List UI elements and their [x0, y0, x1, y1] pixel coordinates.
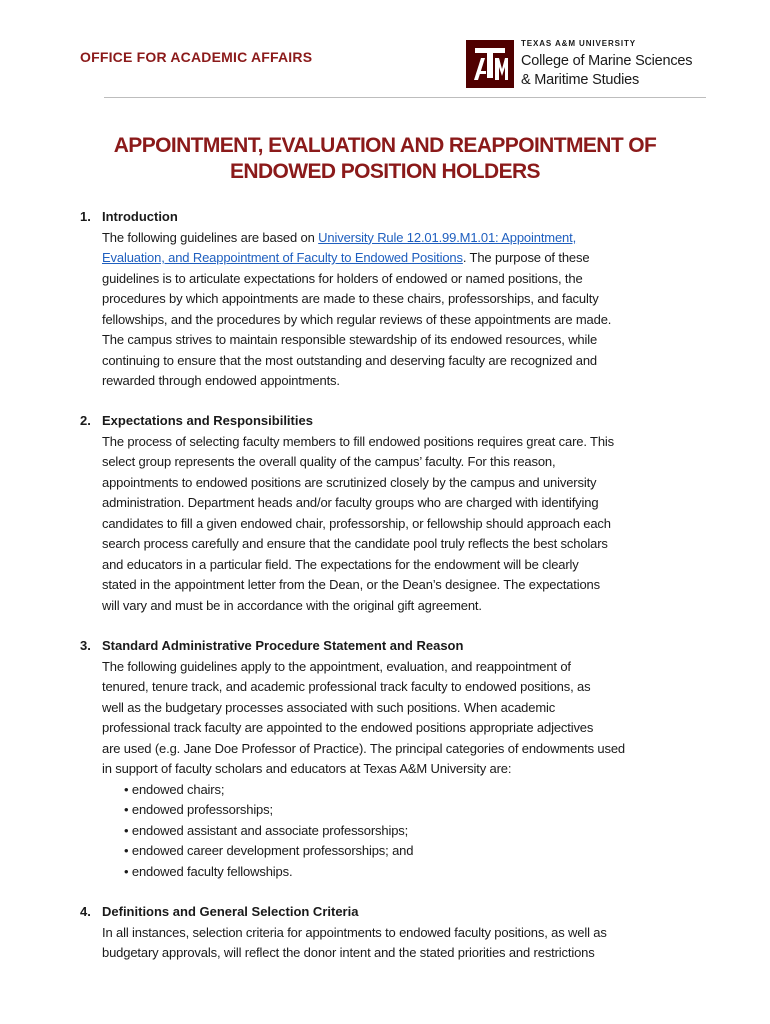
body-line: administration. Department heads and/or faculty groups who are charged with identifying: [102, 495, 599, 510]
body-line: well as the budgetary processes associated with such positions. When academic: [102, 699, 556, 715]
body-line: stated in the appointment letter from the Dean, or the Dean’s designee. The expectations: [102, 577, 600, 592]
section-heading: [80, 207, 700, 228]
body-line: The campus strives to maintain responsible stewardship of its endowed resources, while: [102, 332, 598, 347]
university-rule-link[interactable]: University Rule 12.01.99.M1.01: Appointment,: [318, 229, 577, 245]
section-body: [102, 432, 698, 617]
section-introduction: [80, 207, 700, 392]
office-title: OFFICE FOR ACADEMIC AFFAIRS: [80, 49, 313, 65]
body-line: [102, 248, 698, 269]
university-logo: [466, 39, 706, 91]
section-title: Standard Administrative Procedure Statement and Reason: [102, 638, 464, 653]
college-name-line1: College of Marine Sciences: [521, 53, 693, 69]
section-title: Introduction: [102, 209, 178, 224]
body-line: fellowships, and the procedures by which regular reviews of these appointments are made.: [102, 311, 612, 327]
section-expectations: [80, 411, 700, 616]
body-line: In all instances, selection criteria for appointments to endowed faculty positions, as well as: [102, 924, 607, 940]
university-rule-link-cont[interactable]: Evaluation, and Reappointment of Faculty to Endowed Positions: [102, 250, 463, 265]
list-item: • endowed career development professorships; and: [124, 843, 414, 858]
body-line: are used (e.g. Jane Doe Professor of Practice). The principal categories of endowments used: [102, 740, 626, 756]
body-text: . The purpose of these: [462, 250, 590, 265]
section-title: Expectations and Responsibilities: [102, 413, 313, 428]
list-item: • endowed chairs;: [124, 781, 225, 797]
section-heading: [80, 411, 700, 432]
document-title-line2: ENDOWED POSITION HOLDERS: [230, 160, 540, 183]
section-number: 4.: [80, 904, 91, 919]
college-name-line2: & Maritime Studies: [521, 72, 640, 88]
body-line: The process of selecting faculty members to fill endowed positions requires great care. This: [102, 433, 614, 449]
section-body: [102, 923, 698, 964]
list-item: • endowed faculty fellowships.: [124, 863, 293, 879]
body-line: rewarded through endowed appointments.: [102, 373, 340, 388]
body-line: search process carefully and ensure that the candidate pool truly reflects the best scholars: [102, 536, 608, 551]
section-number: 2.: [80, 413, 91, 428]
body-line: [102, 228, 698, 249]
document-title-line1: APPOINTMENT, EVALUATION AND REAPPOINTMENT OF: [113, 134, 657, 157]
section-number: 1.: [80, 209, 91, 224]
section-number: 3.: [80, 638, 91, 653]
body-line: guidelines is to articulate expectations for holders of endowed or named positions, the: [102, 270, 583, 286]
body-line: procedures by which appointments are made to these chairs, professorships, and faculty: [102, 291, 599, 306]
section-body: [102, 228, 698, 392]
section-heading: [80, 902, 700, 923]
body-line: appointments to endowed positions are scrutinized closely by the campus and university: [102, 474, 597, 490]
body-line: The following guidelines apply to the appointment, evaluation, and reappointment of: [102, 658, 571, 674]
section-body: [102, 657, 698, 883]
section-definitions: [80, 902, 700, 964]
header-divider: [104, 97, 706, 98]
body-line: continuing to ensure that the most outstanding and deserving faculty are recognized and: [102, 352, 598, 368]
atm-logo-icon: [466, 40, 514, 88]
body-line: and educators in a particular field. The expectations for the endowment will be clearly: [102, 556, 579, 572]
body-line: candidates to fill a given endowed chair, professorship, or fellowship should approach each: [102, 515, 611, 531]
body-line: will vary and must be in accordance with the original gift agreement.: [102, 597, 482, 613]
section-title: Definitions and General Selection Criteria: [102, 904, 359, 919]
list-item: • endowed professorships;: [124, 802, 273, 817]
document-title: [80, 133, 690, 185]
section-heading: [80, 636, 700, 657]
body-line: in support of faculty scholars and educators at Texas A&M University are:: [102, 761, 512, 776]
section-standard-procedure: [80, 636, 700, 882]
body-line: tenured, tenure track, and academic professional track faculty to endowed positions, as: [102, 679, 591, 694]
body-text: The following guidelines are based on: [102, 229, 319, 245]
body-line: professional track faculty are appointed to the endowed positions appropriate adjectives: [102, 720, 594, 735]
body-line: budgetary approvals, will reflect the donor intent and the stated priorities and restrictions: [102, 945, 595, 960]
list-item: • endowed assistant and associate professorships;: [124, 822, 409, 838]
university-name: TEXAS A&M UNIVERSITY: [521, 39, 637, 48]
atm-logo-mark: [466, 40, 514, 88]
body-line: select group represents the overall quality of the campus’ faculty. For this reason,: [102, 454, 556, 469]
